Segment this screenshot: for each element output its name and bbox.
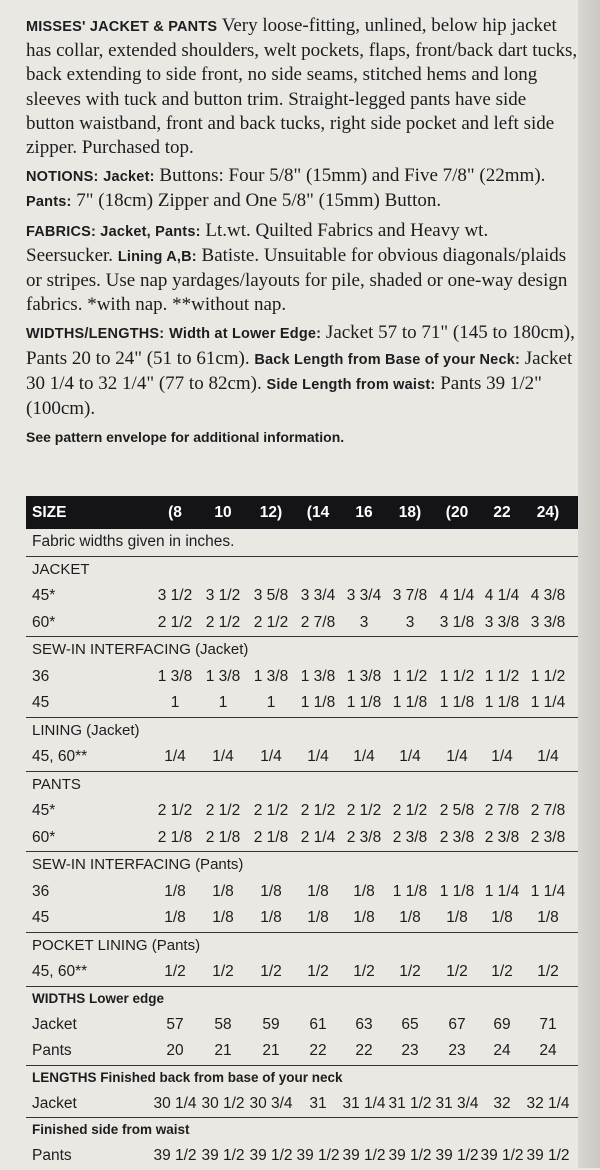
row-value: 23 <box>448 1042 466 1059</box>
chart-row <box>26 1143 578 1170</box>
row-value: 1/8 <box>446 909 468 926</box>
row-value: 39 1/2 <box>201 1147 245 1164</box>
row-value: 2 1/2 <box>157 802 193 819</box>
row-value: 39 1/2 <box>249 1147 293 1164</box>
section-title: PANTS <box>32 775 81 793</box>
row-value: 1 3/8 <box>157 667 193 685</box>
row-value: 1 1/8 <box>392 882 428 900</box>
section-title: LINING (Jacket) <box>32 721 140 739</box>
row-value: 1/4 <box>212 748 234 765</box>
row-value: 2 5/8 <box>439 802 475 819</box>
description-paragraph <box>26 14 578 160</box>
row-value: 1 3/8 <box>346 667 382 685</box>
notions-jacket-label: Jacket: <box>103 169 155 186</box>
chart-row <box>26 744 578 771</box>
row-value: 4 3/8 <box>530 587 566 604</box>
row-label: 45* <box>32 587 56 604</box>
row-value: 22 <box>309 1042 327 1059</box>
row-value: 65 <box>401 1015 419 1033</box>
row-value: 1/8 <box>491 909 513 926</box>
row-value: 2 3/8 <box>530 828 566 846</box>
chart-row <box>26 959 578 986</box>
row-value: 24 <box>493 1042 511 1059</box>
row-value: 61 <box>309 1015 327 1033</box>
row-value: 24 <box>539 1042 557 1059</box>
notions-label: NOTIONS: <box>26 169 99 186</box>
back-length-label: Back Length from Base of your Neck: <box>254 351 521 368</box>
row-value: 1/8 <box>164 882 186 900</box>
notions-paragraph <box>26 164 578 214</box>
row-label: Pants <box>32 1147 72 1164</box>
back-length-text: Jacket 30 1/4 to 32 1/4" (77 to 82cm). <box>26 347 573 394</box>
side-length-text: Pants 39 1/2" (100cm). <box>26 372 542 420</box>
row-value: 39 1/2 <box>342 1147 386 1164</box>
row-value: 71 <box>539 1015 557 1033</box>
row-value: 1 1/2 <box>484 667 520 685</box>
row-value: 30 3/4 <box>249 1094 293 1112</box>
row-value: 21 <box>214 1042 232 1059</box>
row-value: 2 7/8 <box>484 802 520 819</box>
row-value: 32 1/4 <box>526 1094 570 1112</box>
fabrics-text-2: Batiste. Unsuitable for obvious diagonals/plaids or stripes. Use nap yardages/layouts for pile, shaded or one-way design fabrics. *with nap. **without nap. <box>26 244 568 316</box>
row-value: 1 1/2 <box>439 667 475 685</box>
row-label: 45, 60** <box>32 963 88 980</box>
row-value: 1/8 <box>307 909 329 926</box>
row-label: Pants <box>32 1042 72 1059</box>
section-title-row <box>26 556 578 584</box>
row-value: 30 1/2 <box>201 1094 245 1112</box>
row-value: 2 1/2 <box>205 802 241 819</box>
row-value: 31 3/4 <box>435 1094 479 1112</box>
width-text: Jacket 57 to 71" (145 to 180cm), Pants 20 to 24" (51 to 61cm). <box>26 322 575 369</box>
chart-note-row <box>26 529 578 556</box>
chart-row <box>26 1012 578 1039</box>
row-value: 3 3/4 <box>300 587 336 604</box>
row-value: 1/4 <box>260 748 282 765</box>
row-value: 1 3/8 <box>253 667 289 685</box>
size-header-col: (14 <box>306 504 330 521</box>
row-value: 1 3/8 <box>205 667 241 685</box>
size-header-bar <box>26 496 578 529</box>
row-value: 57 <box>166 1015 184 1033</box>
row-label: 45, 60** <box>32 748 88 765</box>
row-value: 2 1/2 <box>205 613 241 631</box>
notions-jacket-text: Buttons: Four 5/8" (15mm) and Five 7/8" (22mm). <box>159 165 546 187</box>
fabrics-text-1: Lt.wt. Quilted Fabrics and Heavy wt. Seersucker. <box>26 219 489 266</box>
notions-pants-text: 7" (18cm) Zipper and One 5/8" (15mm) Button. <box>76 190 442 212</box>
row-value: 1 1/4 <box>484 882 520 900</box>
row-value: 1/8 <box>537 909 559 926</box>
adjacent-page-edge <box>578 0 600 1168</box>
row-value: 4 1/4 <box>439 587 475 604</box>
row-value: 1/2 <box>399 963 421 980</box>
chart-row <box>26 825 578 852</box>
row-value: 31 <box>309 1094 327 1112</box>
row-value: 2 3/8 <box>484 828 520 846</box>
section-title-row <box>26 986 578 1012</box>
row-value: 3 5/8 <box>253 587 289 604</box>
section-title: WIDTHS Lower edge <box>32 990 165 1006</box>
side-length-label: Side Length from waist: <box>266 376 436 393</box>
size-header-col: 16 <box>355 504 373 521</box>
section-title: SEW-IN INTERFACING (Pants) <box>32 856 244 873</box>
width-label: Width at Lower Edge: <box>169 326 322 343</box>
row-value: 1/4 <box>446 748 468 765</box>
notions-pants-label: Pants: <box>26 194 72 211</box>
chart-row <box>26 664 578 691</box>
row-value: 67 <box>448 1015 466 1033</box>
size-header-col: 22 <box>493 504 511 521</box>
row-value: 1 <box>218 694 228 711</box>
lining-label: Lining A,B: <box>117 248 197 265</box>
row-value: 1/4 <box>307 748 329 765</box>
row-value: 3 3/4 <box>346 587 382 604</box>
row-value: 1/8 <box>212 882 234 900</box>
row-value: 1/4 <box>399 748 421 765</box>
row-value: 2 3/8 <box>346 828 382 846</box>
row-value: 39 1/2 <box>480 1147 524 1164</box>
row-value: 3 1/2 <box>157 587 193 604</box>
row-value: 1 1/8 <box>439 882 475 900</box>
row-value: 1 <box>170 694 180 711</box>
description-text: Very loose-fitting, unlined, below hip jacket has collar, extended shoulders, welt pockets, flaps, front/back dart tucks, back extending to side front, no side seams, stitched hems and long sleeves with tuck and button trim. Straight-legged pants have side button waistband, front and back tucks, right side pocket and left side zipper. Purchased top. <box>26 15 578 159</box>
row-value: 2 1/2 <box>392 802 428 819</box>
size-header-col: (8 <box>168 504 182 521</box>
row-value: 23 <box>401 1042 419 1059</box>
section-title-row <box>26 851 578 879</box>
chart-note: Fabric widths given in inches. <box>32 533 235 550</box>
row-value: 2 1/2 <box>346 802 382 819</box>
row-value: 2 1/8 <box>157 828 193 846</box>
fabrics-paragraph <box>26 219 578 318</box>
row-value: 1/4 <box>164 748 186 765</box>
row-label: 45 <box>32 694 50 711</box>
row-value: 1 1/2 <box>530 667 566 685</box>
row-value: 32 <box>493 1094 511 1112</box>
row-value: 39 1/2 <box>435 1147 479 1164</box>
row-value: 1/8 <box>212 909 234 926</box>
row-value: 1/8 <box>164 909 186 926</box>
section-title: Finished side from waist <box>32 1122 190 1137</box>
row-value: 1/2 <box>164 963 186 980</box>
row-value: 1 1/8 <box>439 694 475 711</box>
row-value: 2 7/8 <box>300 613 336 631</box>
row-value: 1/2 <box>353 963 375 980</box>
widths-lengths-label: WIDTHS/LENGTHS: <box>26 326 165 343</box>
row-value: 2 1/8 <box>253 828 289 846</box>
row-value: 58 <box>214 1015 232 1033</box>
chart-row <box>26 905 578 932</box>
row-label: 60* <box>32 828 56 846</box>
row-value: 20 <box>166 1042 184 1059</box>
row-value: 59 <box>262 1015 280 1033</box>
size-header-col: 10 <box>214 504 232 521</box>
section-title: POCKET LINING (Pants) <box>32 936 201 954</box>
row-value: 1 1/8 <box>392 694 428 711</box>
row-value: 1/2 <box>491 963 513 980</box>
chart-row <box>26 690 578 717</box>
section-title: JACKET <box>32 560 90 578</box>
size-header-col: 12) <box>259 504 283 521</box>
size-header-col: 18) <box>398 504 422 521</box>
row-value: 1 <box>266 694 276 711</box>
row-value: 31 1/2 <box>388 1094 432 1112</box>
row-value: 1/4 <box>353 748 375 765</box>
section-title-row <box>26 1065 578 1091</box>
row-value: 22 <box>355 1042 373 1059</box>
row-value: 3 1/8 <box>439 613 475 631</box>
section-title-row <box>26 1117 578 1143</box>
chart-row <box>26 1038 578 1065</box>
row-value: 1/2 <box>537 963 559 980</box>
row-value: 2 7/8 <box>530 802 566 819</box>
row-value: 1/4 <box>537 748 559 765</box>
row-value: 2 1/4 <box>300 828 336 846</box>
row-value: 3 <box>359 613 369 631</box>
row-value: 31 1/4 <box>342 1094 386 1112</box>
size-header-label: SIZE <box>32 504 67 521</box>
description-title: MISSES' JACKET & PANTS <box>26 19 218 35</box>
row-value: 1/2 <box>260 963 282 980</box>
row-value: 1 3/8 <box>300 667 336 685</box>
row-value: 3 7/8 <box>392 587 428 604</box>
row-label: Jacket <box>32 1015 77 1033</box>
chart-row <box>26 1091 578 1118</box>
section-title-row <box>26 771 578 799</box>
row-value: 1 1/4 <box>530 694 566 711</box>
section-title-row <box>26 932 578 960</box>
row-value: 4 1/4 <box>484 587 520 604</box>
row-value: 1 1/8 <box>484 694 520 711</box>
row-value: 1 1/8 <box>300 694 336 711</box>
row-value: 2 1/2 <box>300 802 336 819</box>
row-value: 1/2 <box>212 963 234 980</box>
chart-body <box>26 556 578 1170</box>
row-value: 2 3/8 <box>392 828 428 846</box>
row-value: 30 1/4 <box>153 1094 197 1112</box>
row-value: 1/4 <box>491 748 513 765</box>
row-value: 1/8 <box>260 909 282 926</box>
row-label: 45 <box>32 909 50 926</box>
row-value: 2 1/2 <box>253 802 289 819</box>
fabrics-label: FABRICS: Jacket, Pants: <box>26 223 201 240</box>
chart-row <box>26 610 578 637</box>
row-label: 45* <box>32 802 56 819</box>
row-value: 1/2 <box>307 963 329 980</box>
row-value: 1/8 <box>307 882 329 900</box>
row-value: 39 1/2 <box>153 1147 197 1164</box>
row-value: 1/8 <box>399 909 421 926</box>
row-value: 63 <box>355 1015 373 1033</box>
size-header-col: (20 <box>445 504 469 521</box>
section-title: SEW-IN INTERFACING (Jacket) <box>32 641 249 658</box>
row-value: 1/8 <box>353 882 375 900</box>
row-value: 39 1/2 <box>296 1147 340 1164</box>
row-value: 3 3/8 <box>530 613 566 631</box>
row-label: 60* <box>32 613 56 631</box>
section-title-row <box>26 636 578 664</box>
row-label: 36 <box>32 667 50 685</box>
row-value: 69 <box>493 1015 511 1033</box>
chart-row <box>26 583 578 610</box>
row-value: 1/8 <box>260 882 282 900</box>
chart-row <box>26 798 578 825</box>
row-label: 36 <box>32 882 50 900</box>
chart-row <box>26 879 578 906</box>
pattern-description <box>26 14 578 449</box>
row-value: 21 <box>262 1042 280 1059</box>
size-header-col: 24) <box>536 504 560 521</box>
section-title-row <box>26 717 578 745</box>
row-value: 1/8 <box>353 909 375 926</box>
row-value: 39 1/2 <box>526 1147 570 1164</box>
see-envelope-note: See pattern envelope for additional information. <box>26 429 345 446</box>
row-value: 1 1/8 <box>346 694 382 711</box>
row-value: 3 1/2 <box>205 587 241 604</box>
row-value: 1 1/4 <box>530 882 566 900</box>
row-value: 1 1/2 <box>392 667 428 685</box>
row-value: 2 1/8 <box>205 828 241 846</box>
row-value: 2 1/2 <box>253 613 289 631</box>
row-value: 3 3/8 <box>484 613 520 631</box>
row-value: 2 3/8 <box>439 828 475 846</box>
row-value: 2 1/2 <box>157 613 193 631</box>
section-title: LENGTHS Finished back from base of your neck <box>32 1069 343 1085</box>
widths-lengths-paragraph <box>26 321 578 421</box>
row-value: 39 1/2 <box>388 1147 432 1164</box>
row-value: 1/2 <box>446 963 468 980</box>
yardage-chart <box>26 496 578 1170</box>
row-value: 3 <box>405 613 415 631</box>
row-label: Jacket <box>32 1094 77 1112</box>
